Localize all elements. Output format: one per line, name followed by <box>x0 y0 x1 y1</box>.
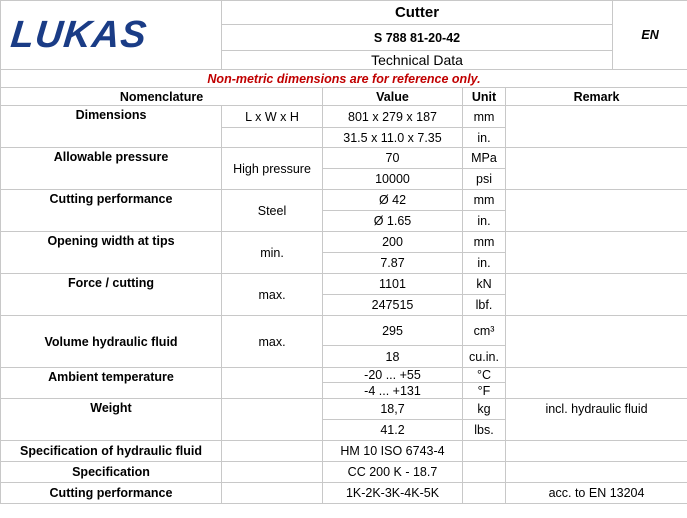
unit-cell <box>463 483 506 504</box>
unit-cell: lbs. <box>463 420 506 441</box>
row-name-weight: Weight <box>1 399 222 441</box>
row-name-specification: Specification <box>1 462 222 483</box>
row-qualifier: Steel <box>222 190 323 232</box>
unit-cell: kg <box>463 399 506 420</box>
model-number: S 788 81-20-42 <box>222 25 613 51</box>
remark-cell: acc. to EN 13204 <box>506 483 687 504</box>
row-qualifier-empty <box>222 128 323 148</box>
remark-cell <box>506 462 687 483</box>
remark-cell <box>506 368 687 399</box>
unit-cell: cm³ <box>463 316 506 346</box>
unit-cell: mm <box>463 190 506 211</box>
row-qualifier-empty <box>222 399 323 441</box>
row-name-volume: Volume hydraulic fluid <box>1 316 222 368</box>
row-qualifier: L x W x H <box>222 106 323 128</box>
unit-cell: °C <box>463 368 506 383</box>
table-row <box>1 399 687 420</box>
unit-cell: in. <box>463 128 506 148</box>
remark-cell <box>506 441 687 462</box>
table-row <box>1 441 687 462</box>
unit-cell: °F <box>463 383 506 399</box>
unit-cell <box>463 441 506 462</box>
remark-cell <box>506 190 687 232</box>
unit-cell: cu.in. <box>463 346 506 368</box>
remark-cell <box>506 148 687 190</box>
value-cell: 41.2 <box>323 420 463 441</box>
row-name-cutting-perf: Cutting performance <box>1 483 222 504</box>
table-row <box>1 232 687 253</box>
row-qualifier-empty <box>222 441 323 462</box>
table-row <box>1 462 687 483</box>
value-cell: 10000 <box>323 169 463 190</box>
value-cell: 31.5 x 11.0 x 7.35 <box>323 128 463 148</box>
table-row <box>1 368 687 383</box>
row-qualifier-empty <box>222 483 323 504</box>
row-name-force: Force / cutting <box>1 274 222 316</box>
remark-cell <box>506 274 687 316</box>
table-row <box>1 190 687 211</box>
row-name-dimensions: Dimensions <box>1 106 222 148</box>
value-cell: CC 200 K - 18.7 <box>323 462 463 483</box>
unit-cell: mm <box>463 106 506 128</box>
row-qualifier: High pressure <box>222 148 323 190</box>
lukas-logo: LUKAS <box>8 13 150 56</box>
unit-cell: mm <box>463 232 506 253</box>
unit-cell: in. <box>463 253 506 274</box>
value-cell: -4 ... +131 <box>323 383 463 399</box>
table-row <box>1 148 687 169</box>
product-name: Cutter <box>222 1 613 25</box>
language-code: EN <box>613 1 687 70</box>
row-name-ambient: Ambient temperature <box>1 368 222 399</box>
value-cell: 801 x 279 x 187 <box>323 106 463 128</box>
value-cell: 70 <box>323 148 463 169</box>
unit-cell: lbf. <box>463 295 506 316</box>
unit-cell <box>463 462 506 483</box>
value-cell: 247515 <box>323 295 463 316</box>
unit-cell: in. <box>463 211 506 232</box>
value-cell: 18 <box>323 346 463 368</box>
row-qualifier: max. <box>222 316 323 368</box>
row-qualifier-empty <box>222 462 323 483</box>
row-name-pressure: Allowable pressure <box>1 148 222 190</box>
reference-note: Non-metric dimensions are for reference only. <box>1 70 687 88</box>
unit-cell: psi <box>463 169 506 190</box>
row-qualifier: max. <box>222 274 323 316</box>
value-cell: 18,7 <box>323 399 463 420</box>
value-cell: 1K-2K-3K-4K-5K <box>323 483 463 504</box>
col-header-unit: Unit <box>463 88 506 106</box>
table-row <box>1 483 687 504</box>
col-header-value: Value <box>323 88 463 106</box>
row-name-fluid-spec: Specification of hydraulic fluid <box>1 441 222 462</box>
value-cell: 200 <box>323 232 463 253</box>
value-cell: 295 <box>323 316 463 346</box>
col-header-nomenclature: Nomenclature <box>1 88 323 106</box>
unit-cell: MPa <box>463 148 506 169</box>
remark-cell <box>506 232 687 274</box>
remark-cell <box>506 316 687 368</box>
remark-cell: incl. hydraulic fluid <box>506 399 687 441</box>
row-qualifier: min. <box>222 232 323 274</box>
subtitle: Technical Data <box>222 51 613 70</box>
table-row <box>1 106 687 128</box>
table-row <box>1 274 687 295</box>
row-name-opening: Opening width at tips <box>1 232 222 274</box>
value-cell: Ø 42 <box>323 190 463 211</box>
value-cell: -20 ... +55 <box>323 368 463 383</box>
value-cell: Ø 1.65 <box>323 211 463 232</box>
value-cell: HM 10 ISO 6743-4 <box>323 441 463 462</box>
col-header-remark: Remark <box>506 88 687 106</box>
logo-cell <box>1 1 222 70</box>
table-row <box>1 316 687 346</box>
row-qualifier-empty <box>222 368 323 399</box>
remark-cell <box>506 106 687 148</box>
row-name-cutting: Cutting performance <box>1 190 222 232</box>
value-cell: 1101 <box>323 274 463 295</box>
unit-cell: kN <box>463 274 506 295</box>
value-cell: 7.87 <box>323 253 463 274</box>
